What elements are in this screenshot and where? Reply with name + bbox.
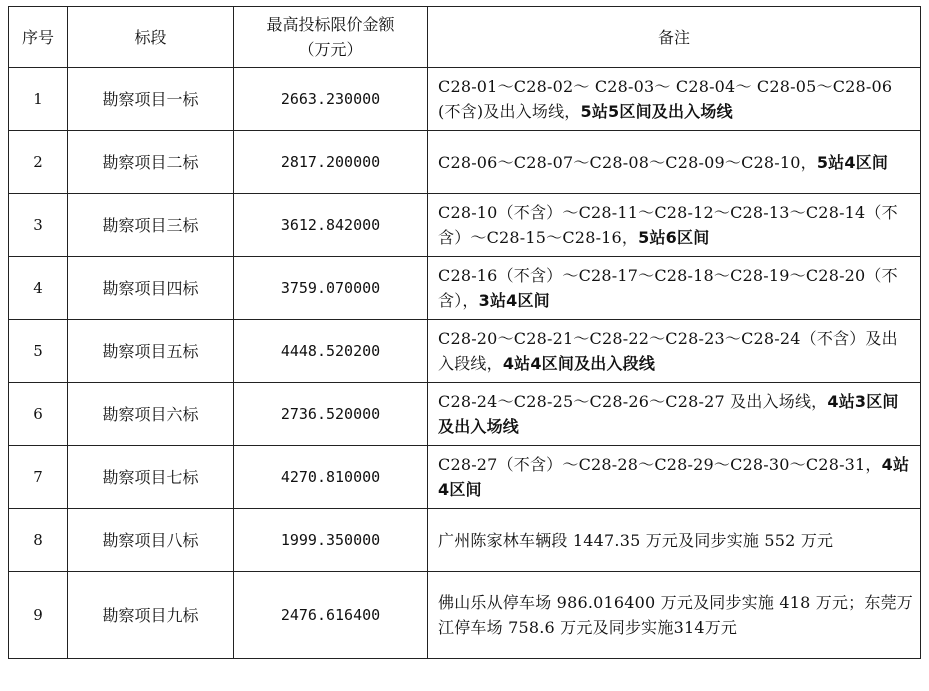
- header-row: [9, 7, 921, 68]
- row-section: 勘察项目一标: [68, 68, 234, 131]
- row-section: 勘察项目八标: [68, 509, 234, 572]
- row-no: 3: [9, 194, 68, 257]
- table-row: [9, 383, 921, 446]
- row-section: 勘察项目三标: [68, 194, 234, 257]
- note-emphasis: 4站3区间及出入场线: [438, 392, 899, 436]
- row-no: 6: [9, 383, 68, 446]
- row-price: 2817.200000: [234, 131, 428, 194]
- row-no: 8: [9, 509, 68, 572]
- header-no: 序号: [9, 7, 68, 68]
- row-note: [428, 257, 921, 320]
- row-section: 勘察项目四标: [68, 257, 234, 320]
- note-text: 佛山乐从停车场 986.016400 万元及同步实施 418 万元；东莞万江停车场 758.6 万元及同步实施314万元: [438, 593, 913, 637]
- row-section: 勘察项目二标: [68, 131, 234, 194]
- note-emphasis: 4站4区间及出入段线: [502, 354, 656, 373]
- row-price: 3612.842000: [234, 194, 428, 257]
- note-emphasis: 5站4区间: [816, 152, 889, 172]
- row-note: [428, 509, 921, 572]
- row-note: [428, 68, 921, 131]
- table-row: [9, 320, 921, 383]
- table-row: [9, 572, 921, 659]
- table-row: [9, 446, 921, 509]
- row-note: [428, 446, 921, 509]
- header-section: 标段: [68, 7, 234, 68]
- note-text: C28-01～C28-02～ C28-03～ C28-04～ C28-05～C28-06 (不含)及出入场线，: [438, 77, 893, 121]
- note-emphasis: 4站4区间: [438, 455, 910, 499]
- row-no: 1: [9, 68, 68, 131]
- row-note: [428, 383, 921, 446]
- row-no: 7: [9, 446, 68, 509]
- note-text: 广州陈家林车辆段 1447.35 万元及同步实施 552 万元: [438, 530, 834, 550]
- row-no: 4: [9, 257, 68, 320]
- note-text: C28-06～C28-07～C28-08～C28-09～C28-10，: [438, 152, 817, 172]
- row-price: 4448.520200: [234, 320, 428, 383]
- note-text: C28-20～C28-21～C28-22～C28-23～C28-24（不含）及出入段线，: [438, 329, 898, 373]
- note-emphasis: 3站4区间: [478, 291, 550, 310]
- note-text: C28-10（不含）～C28-11～C28-12～C28-13～C28-14（不含）～C28-15～C28-16，: [438, 203, 898, 247]
- row-price: 2736.520000: [234, 383, 428, 446]
- note-text: C28-27（不含）～C28-28～C28-29～C28-30～C28-31，: [438, 455, 882, 474]
- row-no: 9: [9, 572, 68, 659]
- note-text: C28-24～C28-25～C28-26～C28-27 及出入场线，: [438, 392, 828, 411]
- table-row: [9, 509, 921, 572]
- row-no: 2: [9, 131, 68, 194]
- row-note: [428, 320, 921, 383]
- table-row: [9, 131, 921, 194]
- bid-limit-table: [8, 6, 921, 659]
- table-row: [9, 257, 921, 320]
- note-text: C28-16（不含）～C28-17～C28-18～C28-19～C28-20（不含），: [438, 266, 898, 310]
- header-price: 最高投标限价金额 （万元）: [234, 7, 428, 68]
- header-note: 备注: [428, 7, 921, 68]
- row-no: 5: [9, 320, 68, 383]
- note-emphasis: 5站6区间: [638, 228, 710, 247]
- row-section: 勘察项目六标: [68, 383, 234, 446]
- note-emphasis: 5站5区间及出入场线: [580, 102, 733, 121]
- row-note: [428, 572, 921, 659]
- row-price: 2663.230000: [234, 68, 428, 131]
- row-price: 3759.070000: [234, 257, 428, 320]
- row-price: 2476.616400: [234, 572, 428, 659]
- row-section: 勘察项目九标: [68, 572, 234, 659]
- table-row: [9, 68, 921, 131]
- row-price: 1999.350000: [234, 509, 428, 572]
- row-section: 勘察项目七标: [68, 446, 234, 509]
- row-price: 4270.810000: [234, 446, 428, 509]
- row-note: [428, 131, 921, 194]
- table-row: [9, 194, 921, 257]
- row-note: [428, 194, 921, 257]
- row-section: 勘察项目五标: [68, 320, 234, 383]
